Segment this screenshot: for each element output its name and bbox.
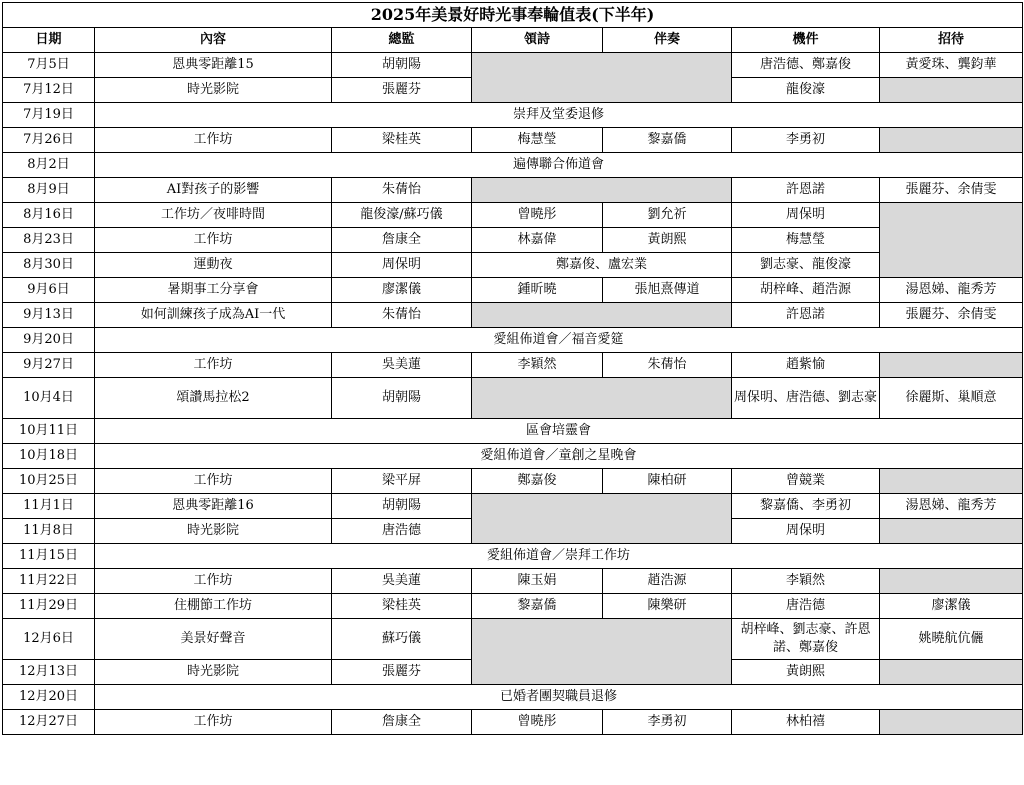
date-cell: 9月13日	[3, 303, 95, 328]
tech-cell: 曾競業	[732, 469, 880, 494]
date-cell: 12月20日	[3, 685, 95, 710]
table-row	[3, 419, 1023, 444]
event-cell: 愛組佈道會／福音愛筵	[95, 328, 1023, 353]
table-row	[3, 228, 1023, 253]
shaded-cell	[880, 469, 1023, 494]
content-cell: 恩典零距離15	[95, 53, 332, 78]
header-worship-lead: 領詩	[472, 28, 603, 53]
table-row	[3, 178, 1023, 203]
content-cell: 時光影院	[95, 660, 332, 685]
date-cell: 7月5日	[3, 53, 95, 78]
tech-cell: 梅慧瑩	[732, 228, 880, 253]
supervisor-cell: 胡朝陽	[332, 53, 472, 78]
table-row	[3, 685, 1023, 710]
shaded-cell	[472, 303, 732, 328]
date-cell: 10月25日	[3, 469, 95, 494]
supervisor-cell: 吳美蓮	[332, 569, 472, 594]
content-cell: 時光影院	[95, 519, 332, 544]
tech-cell: 龍俊濠	[732, 78, 880, 103]
reception-cell: 張麗芬、余倩雯	[880, 178, 1023, 203]
reception-cell: 湯恩娣、龍秀芳	[880, 278, 1023, 303]
header-row	[3, 28, 1023, 53]
tech-cell: 周保明、唐浩德、劉志豪	[732, 378, 880, 419]
event-cell: 區會培靈會	[95, 419, 1023, 444]
supervisor-cell: 唐浩德	[332, 519, 472, 544]
date-cell: 11月8日	[3, 519, 95, 544]
table-row	[3, 53, 1023, 78]
reception-cell: 張麗芬、余倩雯	[880, 303, 1023, 328]
supervisor-cell: 周保明	[332, 253, 472, 278]
event-cell: 崇拜及堂委退修	[95, 103, 1023, 128]
shaded-cell	[472, 378, 732, 419]
date-cell: 8月9日	[3, 178, 95, 203]
accompanist-cell: 陳柏研	[603, 469, 732, 494]
tech-cell: 許恩諾	[732, 178, 880, 203]
worship-lead-cell: 陳玉娟	[472, 569, 603, 594]
table-row	[3, 203, 1023, 228]
header-content: 內容	[95, 28, 332, 53]
table-row	[3, 128, 1023, 153]
header-date: 日期	[3, 28, 95, 53]
reception-cell: 湯恩娣、龍秀芳	[880, 494, 1023, 519]
header-tech: 機件	[732, 28, 880, 53]
shaded-cell	[880, 660, 1023, 685]
shaded-cell	[472, 178, 732, 203]
content-cell: 美景好聲音	[95, 619, 332, 660]
tech-cell: 劉志豪、龍俊濠	[732, 253, 880, 278]
shaded-cell	[472, 494, 732, 544]
event-cell: 愛組佈道會／崇拜工作坊	[95, 544, 1023, 569]
tech-cell: 唐浩德、鄭嘉俊	[732, 53, 880, 78]
content-cell: 工作坊	[95, 469, 332, 494]
header-supervisor: 總監	[332, 28, 472, 53]
supervisor-cell: 朱蒨怡	[332, 303, 472, 328]
content-cell: 工作坊／夜啡時間	[95, 203, 332, 228]
content-cell: AI對孩子的影響	[95, 178, 332, 203]
date-cell: 10月11日	[3, 419, 95, 444]
worship-lead-cell: 梅慧瑩	[472, 128, 603, 153]
roster-table	[2, 2, 1023, 735]
supervisor-cell: 胡朝陽	[332, 494, 472, 519]
tech-cell: 周保明	[732, 203, 880, 228]
content-cell: 恩典零距離16	[95, 494, 332, 519]
supervisor-cell: 廖潔儀	[332, 278, 472, 303]
shaded-cell	[880, 519, 1023, 544]
content-cell: 工作坊	[95, 569, 332, 594]
table-row	[3, 328, 1023, 353]
accompanist-cell: 張旭熹傳道	[603, 278, 732, 303]
content-cell: 頌讚馬拉松2	[95, 378, 332, 419]
table-row	[3, 253, 1023, 278]
date-cell: 12月6日	[3, 619, 95, 660]
shaded-cell	[880, 353, 1023, 378]
table-row	[3, 594, 1023, 619]
tech-cell: 黃朗熙	[732, 660, 880, 685]
date-cell: 8月30日	[3, 253, 95, 278]
supervisor-cell: 梁桂英	[332, 594, 472, 619]
date-cell: 9月20日	[3, 328, 95, 353]
date-cell: 10月4日	[3, 378, 95, 419]
event-cell: 已婚者團契職員退修	[95, 685, 1023, 710]
tech-cell: 黎嘉僑、李勇初	[732, 494, 880, 519]
shaded-cell	[880, 569, 1023, 594]
supervisor-cell: 張麗芬	[332, 660, 472, 685]
content-cell: 運動夜	[95, 253, 332, 278]
content-cell: 工作坊	[95, 353, 332, 378]
table-row	[3, 444, 1023, 469]
date-cell: 9月6日	[3, 278, 95, 303]
content-cell: 工作坊	[95, 228, 332, 253]
table-title: 2025年美景好時光事奉輪值表(下半年)	[3, 3, 1023, 28]
supervisor-cell: 蘇巧儀	[332, 619, 472, 660]
date-cell: 11月1日	[3, 494, 95, 519]
table-row	[3, 103, 1023, 128]
date-cell: 10月18日	[3, 444, 95, 469]
table-row	[3, 619, 1023, 660]
reception-cell: 徐麗斯、巢順意	[880, 378, 1023, 419]
date-cell: 12月27日	[3, 710, 95, 735]
date-cell: 8月16日	[3, 203, 95, 228]
shaded-cell	[880, 128, 1023, 153]
date-cell: 9月27日	[3, 353, 95, 378]
date-cell: 7月19日	[3, 103, 95, 128]
worship-lead-cell: 曾曉彤	[472, 203, 603, 228]
reception-cell: 廖潔儀	[880, 594, 1023, 619]
supervisor-cell: 龍俊濠/蘇巧儀	[332, 203, 472, 228]
supervisor-cell: 詹康全	[332, 228, 472, 253]
tech-cell: 周保明	[732, 519, 880, 544]
supervisor-cell: 吳美蓮	[332, 353, 472, 378]
table-row	[3, 353, 1023, 378]
date-cell: 11月22日	[3, 569, 95, 594]
content-cell: 如何訓練孩子成為AI一代	[95, 303, 332, 328]
table-row	[3, 378, 1023, 419]
table-row	[3, 153, 1023, 178]
shaded-cell	[880, 78, 1023, 103]
table-row	[3, 303, 1023, 328]
table-row	[3, 469, 1023, 494]
worship-lead-cell: 鍾昕曉	[472, 278, 603, 303]
worship-lead-cell: 黎嘉僑	[472, 594, 603, 619]
content-cell: 時光影院	[95, 78, 332, 103]
supervisor-cell: 詹康全	[332, 710, 472, 735]
worship-lead-cell: 鄭嘉俊	[472, 469, 603, 494]
event-cell: 遍傳聯合佈道會	[95, 153, 1023, 178]
reception-cell: 黃愛珠、龔鈞華	[880, 53, 1023, 78]
accompanist-cell: 李勇初	[603, 710, 732, 735]
supervisor-cell: 梁桂英	[332, 128, 472, 153]
shaded-cell	[472, 619, 732, 685]
date-cell: 8月23日	[3, 228, 95, 253]
accompanist-cell: 劉允祈	[603, 203, 732, 228]
tech-cell: 李穎然	[732, 569, 880, 594]
supervisor-cell: 張麗芬	[332, 78, 472, 103]
accompanist-cell: 朱蒨怡	[603, 353, 732, 378]
tech-cell: 胡梓峰、劉志豪、許恩諾、鄭嘉俊	[732, 619, 880, 660]
tech-cell: 趙紫愉	[732, 353, 880, 378]
accompanist-cell: 黎嘉僑	[603, 128, 732, 153]
table-row	[3, 710, 1023, 735]
shaded-cell	[880, 710, 1023, 735]
tech-cell: 林柏禧	[732, 710, 880, 735]
shaded-cell	[472, 53, 732, 103]
accompanist-cell: 黃朗熙	[603, 228, 732, 253]
date-cell: 7月26日	[3, 128, 95, 153]
tech-cell: 李勇初	[732, 128, 880, 153]
content-cell: 工作坊	[95, 128, 332, 153]
worship-lead-cell: 李穎然	[472, 353, 603, 378]
header-accompanist: 伴奏	[603, 28, 732, 53]
content-cell: 住棚節工作坊	[95, 594, 332, 619]
content-cell: 工作坊	[95, 710, 332, 735]
date-cell: 7月12日	[3, 78, 95, 103]
tech-cell: 唐浩德	[732, 594, 880, 619]
worship-lead-cell: 曾曉彤	[472, 710, 603, 735]
content-cell: 暑期事工分享會	[95, 278, 332, 303]
table-row	[3, 544, 1023, 569]
date-cell: 11月29日	[3, 594, 95, 619]
table-row	[3, 278, 1023, 303]
shaded-cell	[880, 203, 1023, 278]
table-row	[3, 569, 1023, 594]
accompanist-cell: 陳樂研	[603, 594, 732, 619]
worship-lead-cell: 林嘉偉	[472, 228, 603, 253]
reception-cell: 姚曉航伉儷	[880, 619, 1023, 660]
accompanist-cell: 趙浩源	[603, 569, 732, 594]
date-cell: 8月2日	[3, 153, 95, 178]
worship-combined-cell: 鄭嘉俊、盧宏業	[472, 253, 732, 278]
tech-cell: 胡梓峰、趙浩源	[732, 278, 880, 303]
event-cell: 愛組佈道會／童創之星晚會	[95, 444, 1023, 469]
supervisor-cell: 胡朝陽	[332, 378, 472, 419]
header-reception: 招待	[880, 28, 1023, 53]
date-cell: 12月13日	[3, 660, 95, 685]
supervisor-cell: 梁平屏	[332, 469, 472, 494]
date-cell: 11月15日	[3, 544, 95, 569]
tech-cell: 許恩諾	[732, 303, 880, 328]
table-row	[3, 494, 1023, 519]
supervisor-cell: 朱蒨怡	[332, 178, 472, 203]
